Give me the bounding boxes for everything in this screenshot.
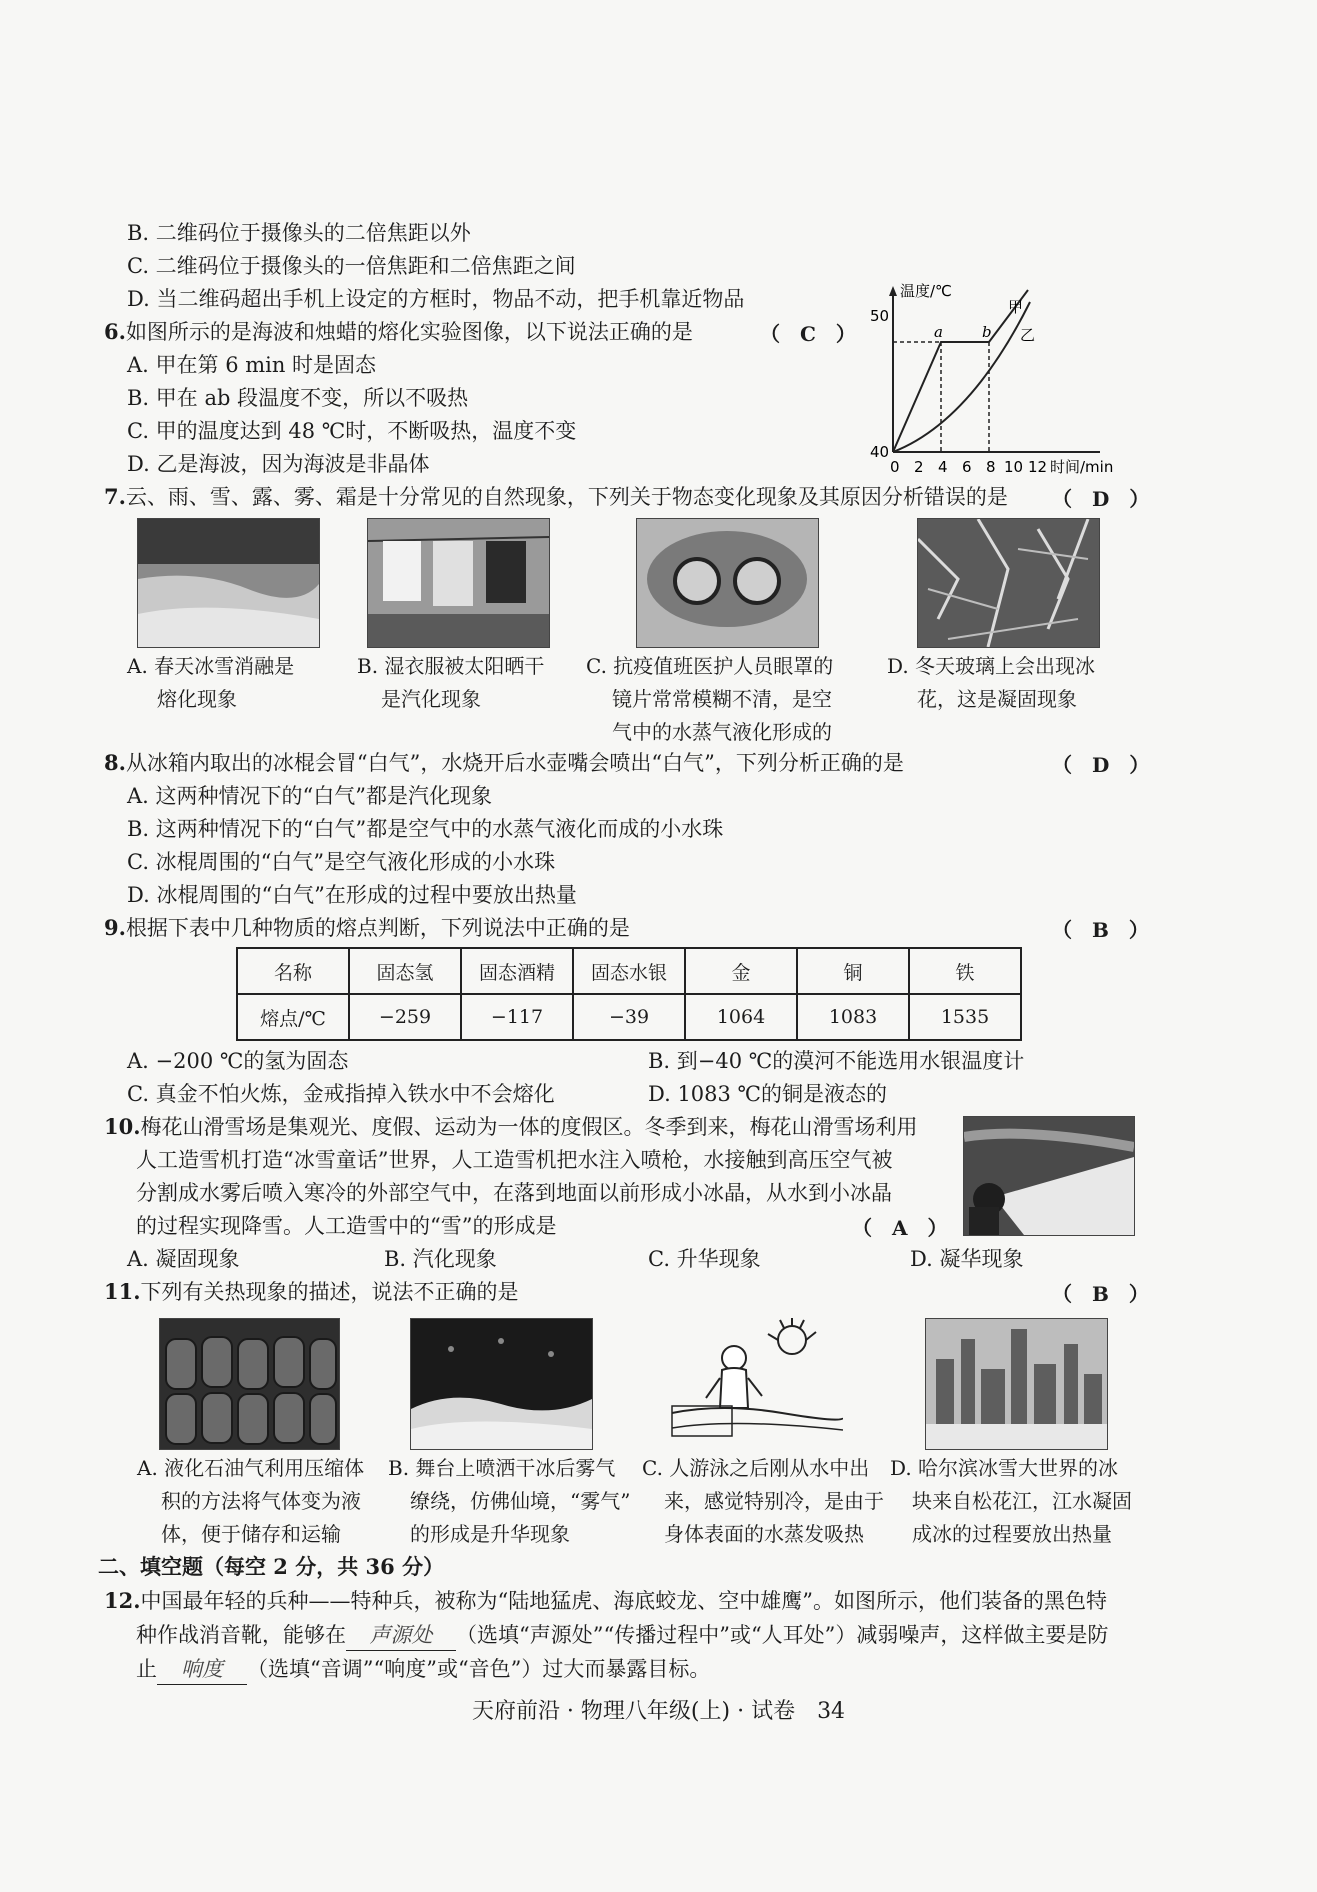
graph-label-jia: 甲 (1008, 298, 1024, 316)
graph-x-tick-8: 8 (986, 458, 996, 476)
q11-option-d-line2: 块来自松花江，江水凝固 (912, 1489, 1132, 1513)
q11-option-a-line2: 积的方法将气体变为液 (161, 1489, 361, 1513)
q8-option-b: B. 这两种情况下的“白气”都是空气中的水蒸气液化而成的小水珠 (127, 817, 724, 841)
q8-stem (104, 748, 904, 778)
q7-option-b-line1: B. 湿衣服被太阳晒干 (357, 654, 545, 678)
q6-number: 6. (104, 319, 126, 344)
q10-option-d: D. 凝华现象 (910, 1247, 1024, 1271)
q12-line3-start: 止 (136, 1657, 157, 1681)
q7-stem (104, 482, 1008, 512)
q5-option-c: C. 二维码位于摄像头的一倍焦距和二倍焦距之间 (127, 254, 576, 278)
q10-line1 (104, 1112, 918, 1142)
photo-stage-dry-ice (410, 1318, 593, 1450)
q11-option-b-line2: 缭绕，仿佛仙境，“雾气” (410, 1489, 631, 1513)
q7-answer: （ D ） (1052, 487, 1150, 511)
photo-snow-machine (963, 1116, 1135, 1236)
graph-x-tick-10: 10 (1004, 458, 1024, 476)
q6-option-b: B. 甲在 ab 段温度不变，所以不吸热 (127, 386, 469, 410)
table-header-cell: 名称 (237, 948, 349, 994)
q11-option-c-line1: C. 人游泳之后刚从水中出 (642, 1456, 870, 1480)
q7-option-c (586, 650, 886, 749)
q8-option-a: A. 这两种情况下的“白气”都是汽化现象 (127, 784, 492, 808)
q6-stem-text: 如图所示的是海波和烛蜡的熔化实验图像，以下说法正确的是 (125, 320, 693, 344)
q11-option-c-line3: 身体表面的水蒸发吸热 (664, 1522, 864, 1546)
q7-stem-text: 云、雨、雪、露、雾、霜是十分常见的自然现象，下列关于物态变化现象及其原因分析错误的是 (125, 485, 1008, 509)
q5-option-d: D. 当二维码超出手机上设定的方框时，物品不动，把手机靠近物品 (127, 287, 745, 311)
q7-option-c-line1: C. 抗疫值班医护人员眼罩的 (586, 654, 834, 678)
section-title-fill-in: 二、填空题（每空 2 分，共 36 分） (98, 1554, 445, 1579)
photo-gas-cylinders (159, 1318, 340, 1450)
table-cell: 1535 (909, 994, 1021, 1040)
q6-option-a: A. 甲在第 6 min 时是固态 (127, 353, 377, 377)
q11-option-b-line1: B. 舞台上喷洒干冰后雾气 (388, 1456, 616, 1480)
table-header-cell: 固态氢 (349, 948, 461, 994)
q7-option-a-line1: A. 春天冰雪消融是 (127, 654, 295, 678)
q10-answer: （ A ） (852, 1216, 948, 1240)
q10-option-a: A. 凝固现象 (127, 1247, 240, 1271)
q9-stem (104, 913, 630, 943)
q12-line1 (104, 1586, 1107, 1616)
q10-number: 10. (104, 1114, 141, 1139)
table-cell: 1083 (797, 994, 909, 1040)
graph-curve-yi (893, 302, 1030, 452)
table-cell: −117 (461, 994, 573, 1040)
q10-line4: 的过程实现降雪。人工造雪中的“雪”的形成是 (136, 1214, 557, 1238)
q11-option-a-line1: A. 液化石油气利用压缩体 (137, 1456, 365, 1480)
q11-option-d-line3: 成冰的过程要放出热量 (912, 1522, 1112, 1546)
graph-x-tick-4: 4 (938, 458, 948, 476)
table-header-cell: 铜 (797, 948, 909, 994)
q10-line1-text: 梅花山滑雪场是集观光、度假、运动为一体的度假区。冬季到来，梅花山滑雪场利用 (140, 1115, 918, 1139)
q6-option-c: C. 甲的温度达到 48 ℃时，不断吸热，温度不变 (127, 419, 577, 443)
table-header-row (237, 948, 1021, 994)
graph-x-label: 时间/min (1050, 458, 1114, 476)
q11-option-a-line3: 体，便于储存和运输 (161, 1522, 341, 1546)
table-header-cell: 固态酒精 (461, 948, 573, 994)
q11-stem (104, 1277, 519, 1307)
q12-blank-2[interactable]: 响度 (157, 1654, 247, 1685)
q11-option-a (137, 1452, 397, 1551)
q10-option-b: B. 汽化现象 (384, 1247, 497, 1271)
q12-line2 (136, 1620, 1108, 1651)
q11-number: 11. (104, 1279, 141, 1304)
q10-line2: 人工造雪机打造“冰雪童话”世界，人工造雪机把水注入喷枪，水接触到高压空气被 (136, 1148, 893, 1172)
melting-point-table (236, 947, 1022, 1041)
q7-option-b-line2: 是汽化现象 (381, 687, 481, 711)
q8-option-c: C. 冰棍周围的“白气”是空气液化形成的小水珠 (127, 850, 556, 874)
graph-y-tick-40: 40 (870, 443, 890, 461)
q11-answer: （ B ） (1052, 1282, 1149, 1306)
photo-ice-flowers (917, 518, 1100, 648)
q12-line1-text: 中国最年轻的兵种——特种兵，被称为“陆地猛虎、海底蛟龙、空中雄鹰”。如图所示，他们装备的黑色特 (140, 1589, 1108, 1613)
q12-line3 (136, 1654, 710, 1685)
photo-melting-snow (137, 518, 320, 648)
graph-x-tick-0: 0 (890, 458, 900, 476)
graph-y-label: 温度/℃ (900, 282, 952, 300)
q11-option-c (642, 1452, 902, 1551)
photo-ice-snow-world (925, 1318, 1108, 1450)
melting-graph (870, 282, 1150, 482)
q7-option-d (887, 650, 1147, 716)
q8-answer: （ D ） (1052, 753, 1150, 777)
q7-option-a (127, 650, 347, 716)
q12-number: 12. (104, 1588, 141, 1613)
page-footer: 天府前沿 · 物理八年级(上) · 试卷 34 (471, 1699, 846, 1724)
graph-x-tick-2: 2 (914, 458, 924, 476)
q8-number: 8. (104, 750, 126, 775)
drawing-swimmer (662, 1318, 843, 1448)
q7-option-b (357, 650, 597, 716)
q12-line2-end: （选填“声源处”“传播过程中”或“人耳处”）减弱噪声，这样做主要是防 (456, 1623, 1109, 1647)
q7-option-c-line2: 镜片常常模糊不清，是空 (612, 687, 832, 711)
q7-option-c-line3: 气中的水蒸气液化形成的 (612, 720, 832, 744)
graph-x-tick-12: 12 (1028, 458, 1048, 476)
graph-label-yi: 乙 (1020, 326, 1036, 344)
photo-fogged-goggles (636, 518, 819, 648)
table-cell: −259 (349, 994, 461, 1040)
q11-option-d (890, 1452, 1170, 1551)
q11-option-b-line3: 的形成是升华现象 (410, 1522, 570, 1546)
q6-answer: （ C ） (760, 322, 856, 346)
q8-option-d: D. 冰棍周围的“白气”在形成的过程中要放出热量 (127, 883, 577, 907)
q7-option-d-line2: 花，这是凝固现象 (917, 687, 1077, 711)
q5-option-b: B. 二维码位于摄像头的二倍焦距以外 (127, 221, 471, 245)
q6-stem (104, 317, 693, 347)
q7-option-d-line1: D. 冬天玻璃上会出现冰 (887, 654, 1096, 678)
q12-blank-1[interactable]: 声源处 (346, 1620, 456, 1651)
q12-line2-start: 种作战消音靴，能够在 (136, 1623, 346, 1647)
q11-option-d-line1: D. 哈尔滨冰雪大世界的冰 (890, 1456, 1119, 1480)
q11-stem-text: 下列有关热现象的描述，说法不正确的是 (140, 1280, 519, 1304)
table-row (237, 994, 1021, 1040)
q6-option-d: D. 乙是海波，因为海波是非晶体 (127, 452, 430, 476)
q8-stem-text: 从冰箱内取出的冰棍会冒“白气”，水烧开后水壶嘴会喷出“白气”，下列分析正确的是 (125, 751, 904, 775)
q9-number: 9. (104, 915, 126, 940)
photo-drying-clothes (367, 518, 550, 648)
graph-x-tick-6: 6 (962, 458, 972, 476)
q9-option-d: D. 1083 ℃的铜是液态的 (648, 1082, 888, 1106)
q12-line3-end: （选填“音调”“响度”或“音色”）过大而暴露目标。 (247, 1657, 711, 1681)
q11-option-c-line2: 来，感觉特别冷，是由于 (664, 1489, 884, 1513)
q9-option-b: B. 到−40 ℃的漠河不能选用水银温度计 (648, 1049, 1025, 1073)
table-header-cell: 铁 (909, 948, 1021, 994)
table-cell: 熔点/℃ (237, 994, 349, 1040)
table-cell: 1064 (685, 994, 797, 1040)
q9-option-a: A. −200 ℃的氢为固态 (127, 1049, 349, 1073)
graph-point-a: a (934, 323, 943, 341)
q11-option-b (388, 1452, 648, 1551)
q10-option-c: C. 升华现象 (648, 1247, 761, 1271)
q9-answer: （ B ） (1052, 918, 1149, 942)
q9-stem-text: 根据下表中几种物质的熔点判断，下列说法中正确的是 (125, 916, 630, 940)
table-header-cell: 固态水银 (573, 948, 685, 994)
graph-y-tick-50: 50 (870, 307, 890, 325)
graph-y-arrow (889, 286, 897, 296)
table-header-cell: 金 (685, 948, 797, 994)
q7-option-a-line2: 熔化现象 (157, 687, 237, 711)
graph-point-b: b (982, 323, 992, 341)
q7-number: 7. (104, 484, 126, 509)
table-cell: −39 (573, 994, 685, 1040)
q10-line3: 分割成水雾后喷入寒冷的外部空气中，在落到地面以前形成小冰晶，从水到小冰晶 (136, 1181, 892, 1205)
q9-option-c: C. 真金不怕火炼，金戒指掉入铁水中不会熔化 (127, 1082, 555, 1106)
